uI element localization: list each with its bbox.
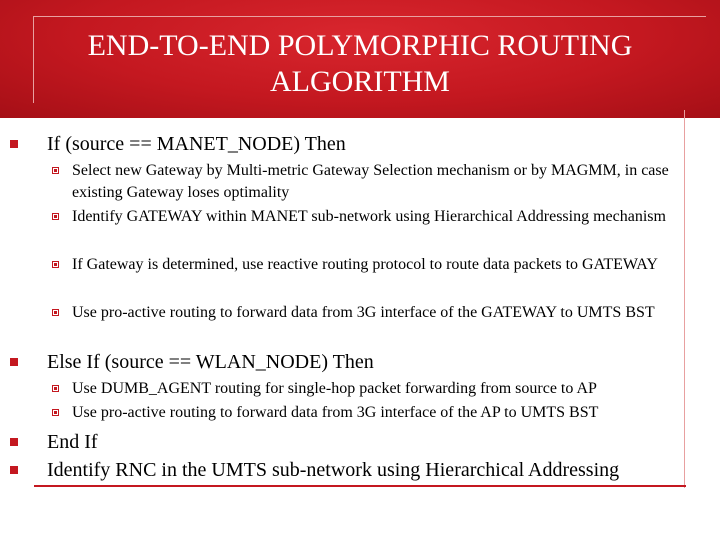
- bullet-text: Use DUMB_AGENT routing for single-hop packet forwarding from source to AP: [72, 380, 597, 397]
- square-bullet-icon: [10, 466, 18, 474]
- square-bullet-icon: [10, 438, 18, 446]
- right-divider: [684, 110, 685, 488]
- bullet-level2: [72, 206, 672, 228]
- bullet-level2: [72, 302, 712, 324]
- bullet-level2: [72, 378, 712, 400]
- bullet-text: Identify GATEWAY within MANET sub-network using Hierarchical Addressing mechanism: [72, 208, 666, 225]
- square-bullet-icon: [10, 358, 18, 366]
- bullet-text: Else If (source == WLAN_NODE) Then: [47, 351, 374, 373]
- hollow-square-bullet-icon: [52, 309, 59, 316]
- bullet-text: If Gateway is determined, use reactive routing protocol to route data packets to GATEWAY: [72, 256, 658, 273]
- hollow-square-bullet-icon: [52, 409, 59, 416]
- square-bullet-icon: [10, 140, 18, 148]
- slide-title-line-2: ALGORITHM: [270, 65, 450, 98]
- bottom-rule: [34, 485, 686, 487]
- hollow-square-bullet-icon: [52, 261, 59, 268]
- bullet-level1: [47, 350, 687, 374]
- bullet-text: Use pro-active routing to forward data from 3G interface of the GATEWAY to UMTS BST: [72, 304, 655, 321]
- hollow-square-bullet-icon: [52, 167, 59, 174]
- bullet-level2: [72, 160, 712, 204]
- bullet-level2: [72, 254, 672, 276]
- hollow-square-bullet-icon: [52, 385, 59, 392]
- slide-title-line-1: END-TO-END POLYMORPHIC ROUTING: [87, 29, 633, 62]
- bullet-level1: [47, 430, 687, 454]
- hollow-square-bullet-icon: [52, 213, 59, 220]
- bullet-text: Select new Gateway by Multi-metric Gateway Selection mechanism or by MAGMM, in case existing Gateway loses optimality: [72, 162, 669, 201]
- bullet-text: Identify RNC in the UMTS sub-network using Hierarchical Addressing: [47, 459, 620, 481]
- bullet-level1: [47, 132, 687, 156]
- bullet-text: Use pro-active routing to forward data from 3G interface of the AP to UMTS BST: [72, 404, 599, 421]
- bullet-text: End If: [47, 431, 98, 453]
- bullet-level1: [47, 458, 687, 482]
- bullet-text: If (source == MANET_NODE) Then: [47, 133, 346, 155]
- bullet-level2: [72, 402, 712, 424]
